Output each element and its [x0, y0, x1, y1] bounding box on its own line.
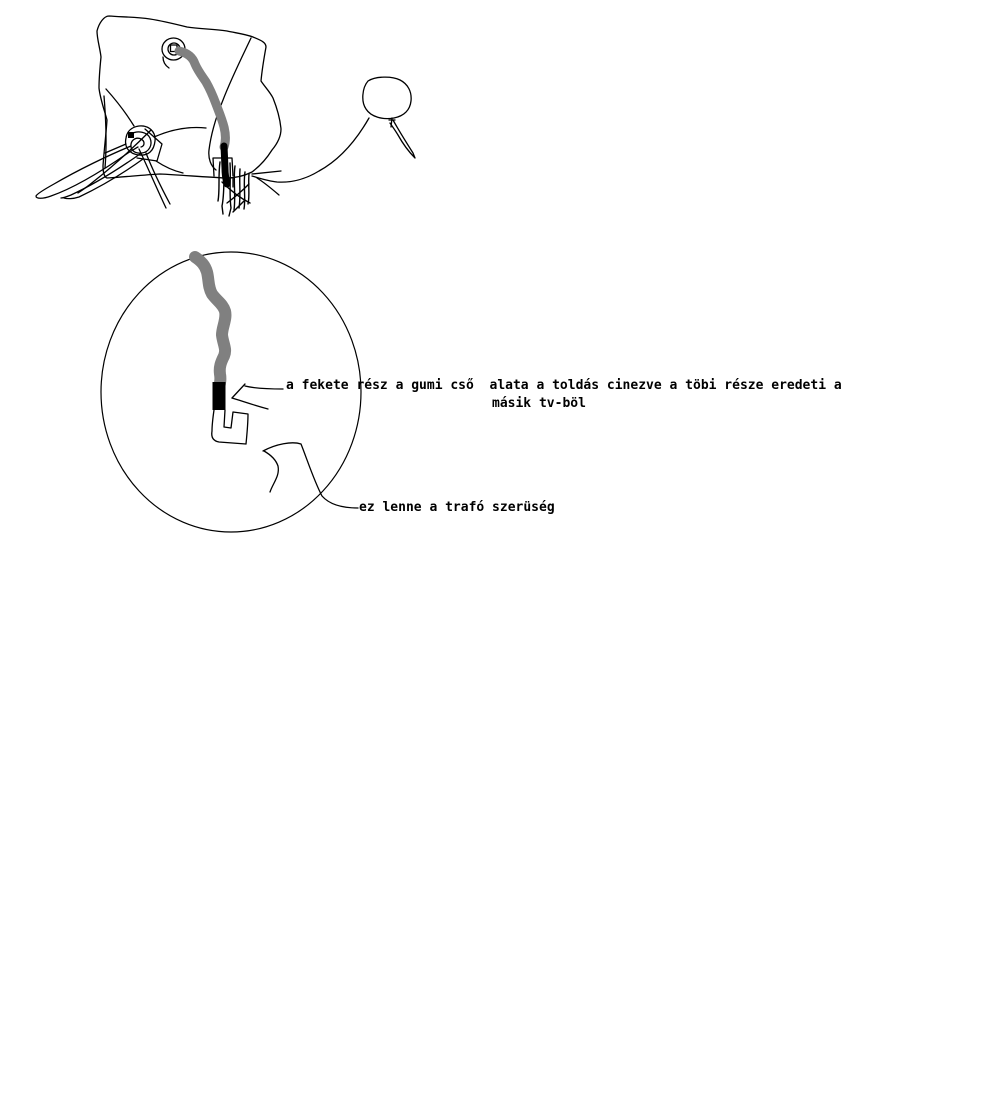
right-blob: [252, 77, 415, 195]
detail-cable-gray: [195, 257, 225, 387]
annotation-transformer: ez lenne a trafó szerüség: [359, 500, 555, 515]
blob-tail: [390, 120, 415, 158]
annotation-black-part-line1: a fekete rész a gumi cső alata a toldás cinezve a töbi része eredeti a: [286, 378, 842, 393]
detail-black-sleeve: [213, 382, 226, 410]
leader-to-transformer: [263, 443, 358, 508]
tv-sketch: [36, 16, 415, 216]
wire-leaves: [36, 146, 143, 199]
annotation-black-part-line2: másik tv-böl: [492, 396, 586, 411]
tv-outline: [97, 16, 281, 178]
left-component: [78, 89, 206, 208]
cable-gray: [179, 51, 226, 147]
arrow-to-black-part: [232, 384, 283, 409]
transformer-shape: [212, 410, 248, 444]
